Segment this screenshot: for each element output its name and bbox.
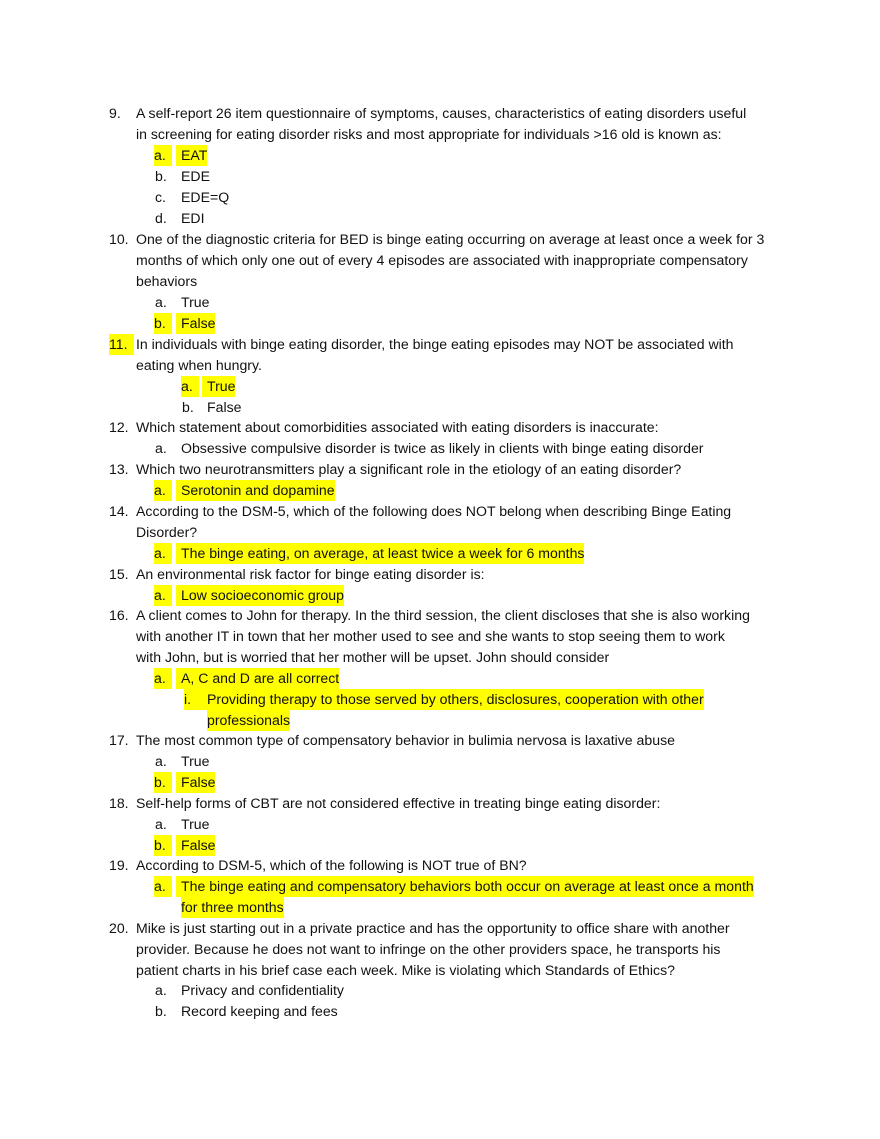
question-text: Self-help forms of CBT are not considered effective in treating binge eating disorder:: [136, 795, 661, 811]
question-text: with another IT in town that her mother used to see and she wants to stop seeing them to work: [136, 628, 725, 644]
question-text: patient charts in his brief case each week. Mike is violating which Standards of Ethics?: [136, 962, 675, 978]
question-text: with John, but is worried that her mother will be upset. John should consider: [136, 649, 610, 665]
highlighted-answer-marker: a.: [154, 543, 172, 564]
question-text: months of which only one out of every 4 episodes are associated with inappropriate compensatory: [136, 252, 748, 268]
highlighted-answer-text: for three months: [181, 897, 284, 918]
question-text: behaviors: [136, 273, 198, 289]
option-text: EDI: [181, 210, 205, 226]
question-number: 10.: [109, 231, 129, 247]
option-marker: a.: [155, 294, 167, 310]
option-text: Record keeping and fees: [181, 1003, 338, 1019]
highlighted-answer-text: Providing therapy to those served by others, disclosures, cooperation with other: [196, 689, 704, 710]
highlighted-answer-marker: a.: [154, 876, 172, 897]
question-number: 15.: [109, 566, 129, 582]
highlighted-answer-text: EAT: [176, 145, 207, 166]
option-text: Obsessive compulsive disorder is twice as likely in clients with binge eating disorder: [181, 440, 704, 456]
highlighted-answer-marker: a.: [181, 376, 199, 397]
highlighted-answer-marker: a.: [154, 668, 172, 689]
question-text: A client comes to John for therapy. In the third session, the client discloses that she is also working: [136, 607, 750, 623]
question-text: provider. Because he does not want to infringe on the other providers space, he transports his: [136, 941, 721, 957]
option-marker: b.: [155, 1003, 167, 1019]
question-text: A self-report 26 item questionnaire of symptoms, causes, characteristics of eating disorders useful: [136, 105, 747, 121]
option-marker: b.: [155, 168, 167, 184]
highlighted-answer-marker: b.: [154, 313, 172, 334]
highlighted-answer-text: False: [176, 772, 215, 793]
question-text: Which statement about comorbidities associated with eating disorders is inaccurate:: [136, 419, 659, 435]
highlighted-answer-marker: a.: [154, 585, 172, 606]
question-number: 9.: [109, 105, 121, 121]
option-marker: b.: [182, 399, 194, 415]
question-number: 12.: [109, 419, 129, 435]
highlighted-answer-text: False: [176, 835, 215, 856]
highlighted-subanswer-marker: i.: [184, 689, 199, 710]
question-text: An environmental risk factor for binge eating disorder is:: [136, 566, 485, 582]
highlighted-answer-text: A, C and D are all correct: [176, 668, 339, 689]
highlighted-answer-text: False: [176, 313, 215, 334]
question-text: in screening for eating disorder risks and most appropriate for individuals >16 old is known as:: [136, 126, 722, 142]
option-text: True: [181, 294, 210, 310]
option-text: EDE=Q: [181, 189, 230, 205]
option-marker: c.: [155, 189, 166, 205]
question-number: 18.: [109, 795, 129, 811]
option-text: Privacy and confidentiality: [181, 982, 344, 998]
option-marker: a.: [155, 753, 167, 769]
question-number: 17.: [109, 732, 129, 748]
option-marker: d.: [155, 210, 167, 226]
option-text: EDE: [181, 168, 210, 184]
question-number: 19.: [109, 857, 129, 873]
option-marker: a.: [155, 816, 167, 832]
question-number: 14.: [109, 503, 129, 519]
highlighted-answer-text: professionals: [207, 710, 290, 731]
highlighted-answer-marker: b.: [154, 772, 172, 793]
question-text: According to the DSM-5, which of the following does NOT belong when describing Binge Eating: [136, 503, 732, 519]
question-text: One of the diagnostic criteria for BED is binge eating occurring on average at least once a week for 3: [136, 231, 765, 247]
highlighted-answer-marker: b.: [154, 835, 172, 856]
highlighted-question-number: 11.: [109, 334, 134, 355]
highlighted-answer-text: True: [202, 376, 235, 397]
option-text: True: [181, 816, 210, 832]
highlighted-answer-marker: a.: [154, 480, 172, 501]
question-text: According to DSM-5, which of the following is NOT true of BN?: [136, 857, 527, 873]
question-text: eating when hungry.: [136, 357, 262, 373]
highlighted-answer-text: The binge eating, on average, at least twice a week for 6 months: [176, 543, 584, 564]
question-text: Which two neurotransmitters play a significant role in the etiology of an eating disorder?: [136, 461, 682, 477]
question-text: Disorder?: [136, 524, 198, 540]
question-number: 20.: [109, 920, 129, 936]
highlighted-answer-marker: a.: [154, 145, 172, 166]
option-marker: a.: [155, 440, 167, 456]
question-text: Mike is just starting out in a private practice and has the opportunity to office share with another: [136, 920, 730, 936]
question-text: The most common type of compensatory behavior in bulimia nervosa is laxative abuse: [136, 732, 675, 748]
highlighted-answer-text: The binge eating and compensatory behaviors both occur on average at least once a month: [176, 876, 754, 897]
highlighted-answer-text: Serotonin and dopamine: [176, 480, 335, 501]
question-number: 13.: [109, 461, 129, 477]
option-marker: a.: [155, 982, 167, 998]
option-text: True: [181, 753, 210, 769]
highlighted-answer-text: Low socioeconomic group: [176, 585, 344, 606]
question-text: In individuals with binge eating disorder, the binge eating episodes may NOT be associated with: [136, 336, 734, 352]
option-text: False: [207, 399, 242, 415]
question-number: 16.: [109, 607, 129, 623]
